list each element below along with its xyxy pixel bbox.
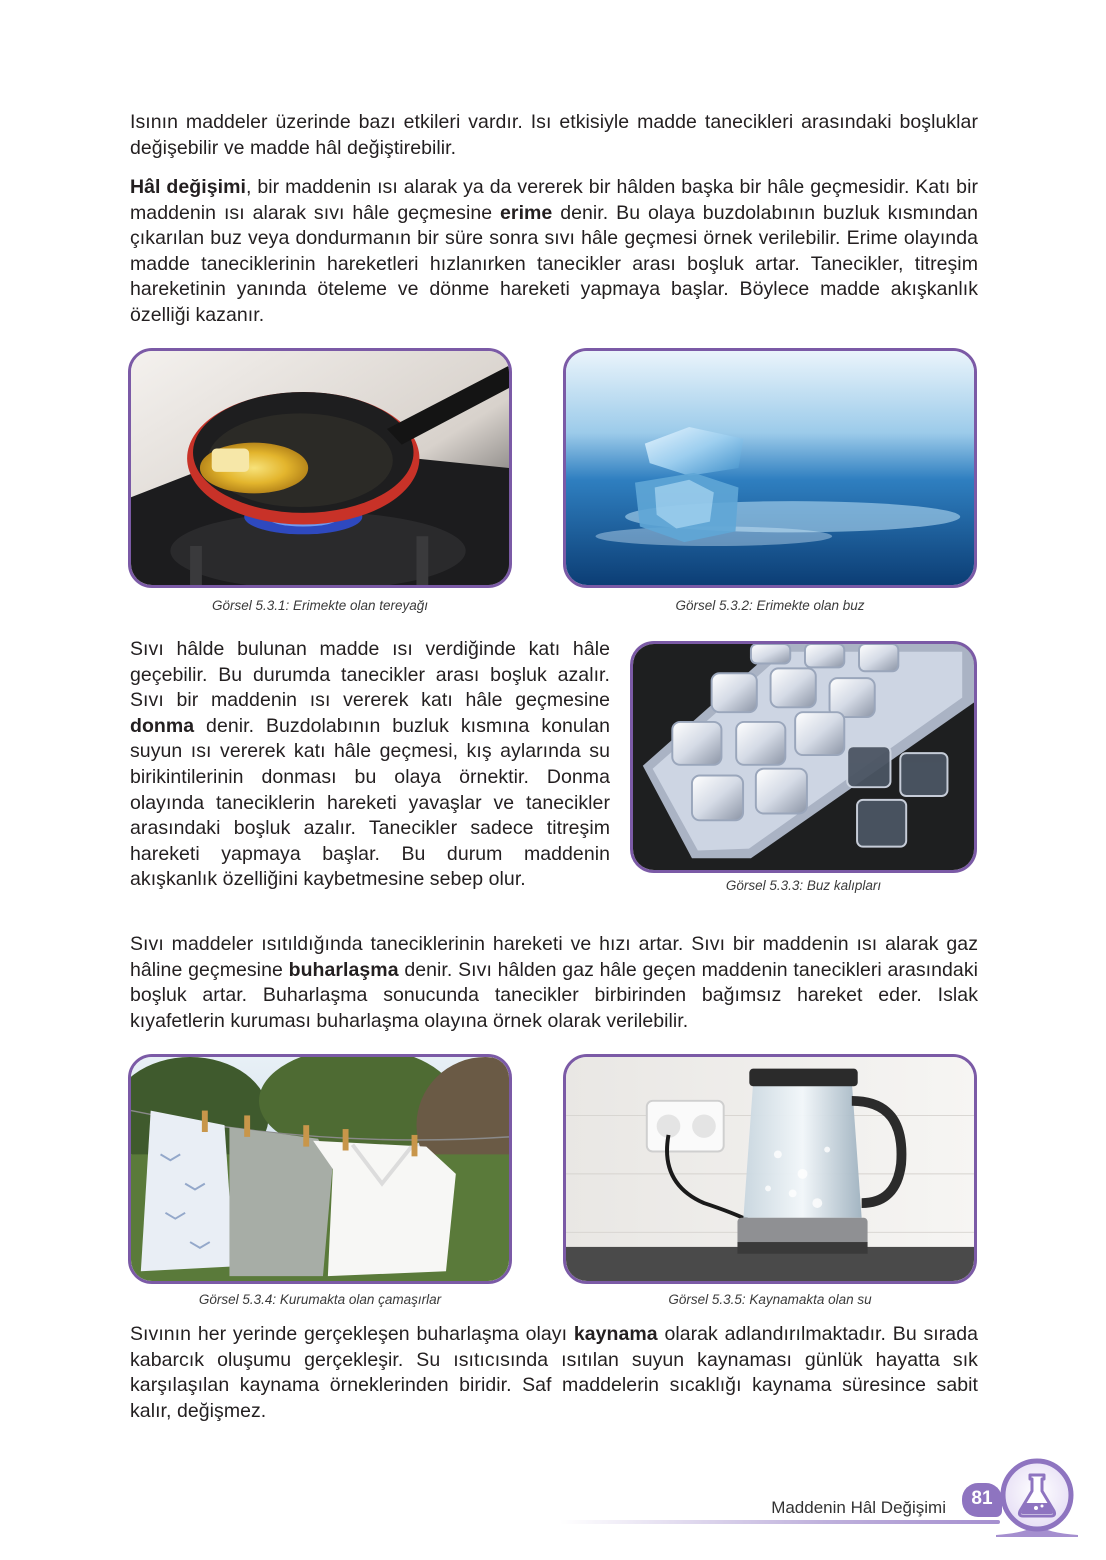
figure-caption: Görsel 5.3.3: Buz kalıpları (725, 878, 882, 893)
figure-caption: Görsel 5.3.1: Erimekte olan tereyağı (211, 598, 429, 613)
chapter-title: Maddenin Hâl Değişimi (771, 1498, 946, 1517)
boiling-paragraph: Sıvının her yerinde gerçekleşen buharlaşma olayı kaynama olarak adlandırılmaktadır. Bu sırada kabarcık oluşumu gerçekleşir. Su ısıtıcısında ısıtılan suyun kaynaması günlük hayatta sık karşılaşılan kaynama örneklerinden biridir. Saf maddelerin sıcaklığı kaynama süresince sabit kalır, değişmez. (130, 1323, 978, 1422)
term-kaynama: kaynama (573, 1323, 658, 1345)
freezing-paragraph: Sıvı hâlde bulunan madde ısı verdiğinde katı hâle geçebilir. Bu durumda tanecikler arası boşluk azalır. Sıvı bir maddenin ısı vererek katı hâle geçmesine donma denir. Buzdolabının buzluk kısmına konulan suyun ısı vererek katı hâle geçmesi, kış aylarında su birikintilerinin donması bu olaya örnektir. Donma olayında taneciklerin hareketi yavaşlar ve tanecikler arasındaki boşluk azalır. Tanecikler sadece titreşim hareketi yapmaya başlar. Bu durum maddenin akışkanlık özelliğini kaybetmesine sebep olur. (130, 638, 610, 891)
term-erime: erime (500, 201, 553, 224)
butter-pan-photo (128, 348, 512, 588)
flask-icon (996, 1455, 1078, 1537)
kettle-photo (563, 1054, 977, 1284)
figure-caption: Görsel 5.3.2: Erimekte olan buz (675, 598, 865, 613)
intro-paragraph: Isının maddeler üzerinde bazı etkileri vardır. Isı etkisiyle madde tanecikleri arasındaki boşluklar değişebilir ve madde hâl değiştirebilir. (130, 111, 978, 159)
melting-ice-photo (563, 348, 977, 588)
term-hal-degisimi: Hâl değişimi (130, 176, 246, 198)
state-change-paragraph: Hâl değişimi, bir maddenin ısı alarak ya da vererek bir hâlden başka bir hâle geçmesidir. Katı bir maddenin ısı alarak sıvı hâle geçmesine erime denir. Bu olaya buzdolabının buzluk kısmından çıkarılan buz veya dondurmanın bir süre sonra sıvı hâle geçmesi örnek verilebilir. Erime olayında madde taneciklerinin hareketleri hızlanırken tanecikler arası boşluk artar. Tanecikler, titreşim hareketinin yanında öteleme ve dönme hareketi yapmaya başlar. Böylece madde akışkanlık özelliği kazanır. (130, 176, 978, 326)
term-buharlasma: buharlaşma (288, 958, 399, 981)
page-number: 81 (971, 1488, 993, 1509)
ice-tray-photo (630, 641, 977, 873)
laundry-photo (128, 1054, 512, 1284)
figure-caption: Görsel 5.3.4: Kurumakta olan çamaşırlar (198, 1292, 442, 1307)
footer-rule (560, 1520, 1000, 1524)
figure-caption: Görsel 5.3.5: Kaynamakta olan su (668, 1292, 872, 1307)
term-donma: donma (130, 714, 195, 737)
evaporation-paragraph: Sıvı maddeler ısıtıldığında taneciklerinin hareketi ve hızı artar. Sıvı bir maddenin ısı alarak gaz hâline geçmesine buharlaşma denir. Sıvı hâlden gaz hâle geçen maddenin tanecikleri arasındaki boşluk artar. Buharlaşma sonucunda tanecikler birbirinden bağımsız hareket eder. Islak kıyafetlerin kuruması buharlaşma olayına örnek olarak verilebilir. (130, 933, 979, 1032)
